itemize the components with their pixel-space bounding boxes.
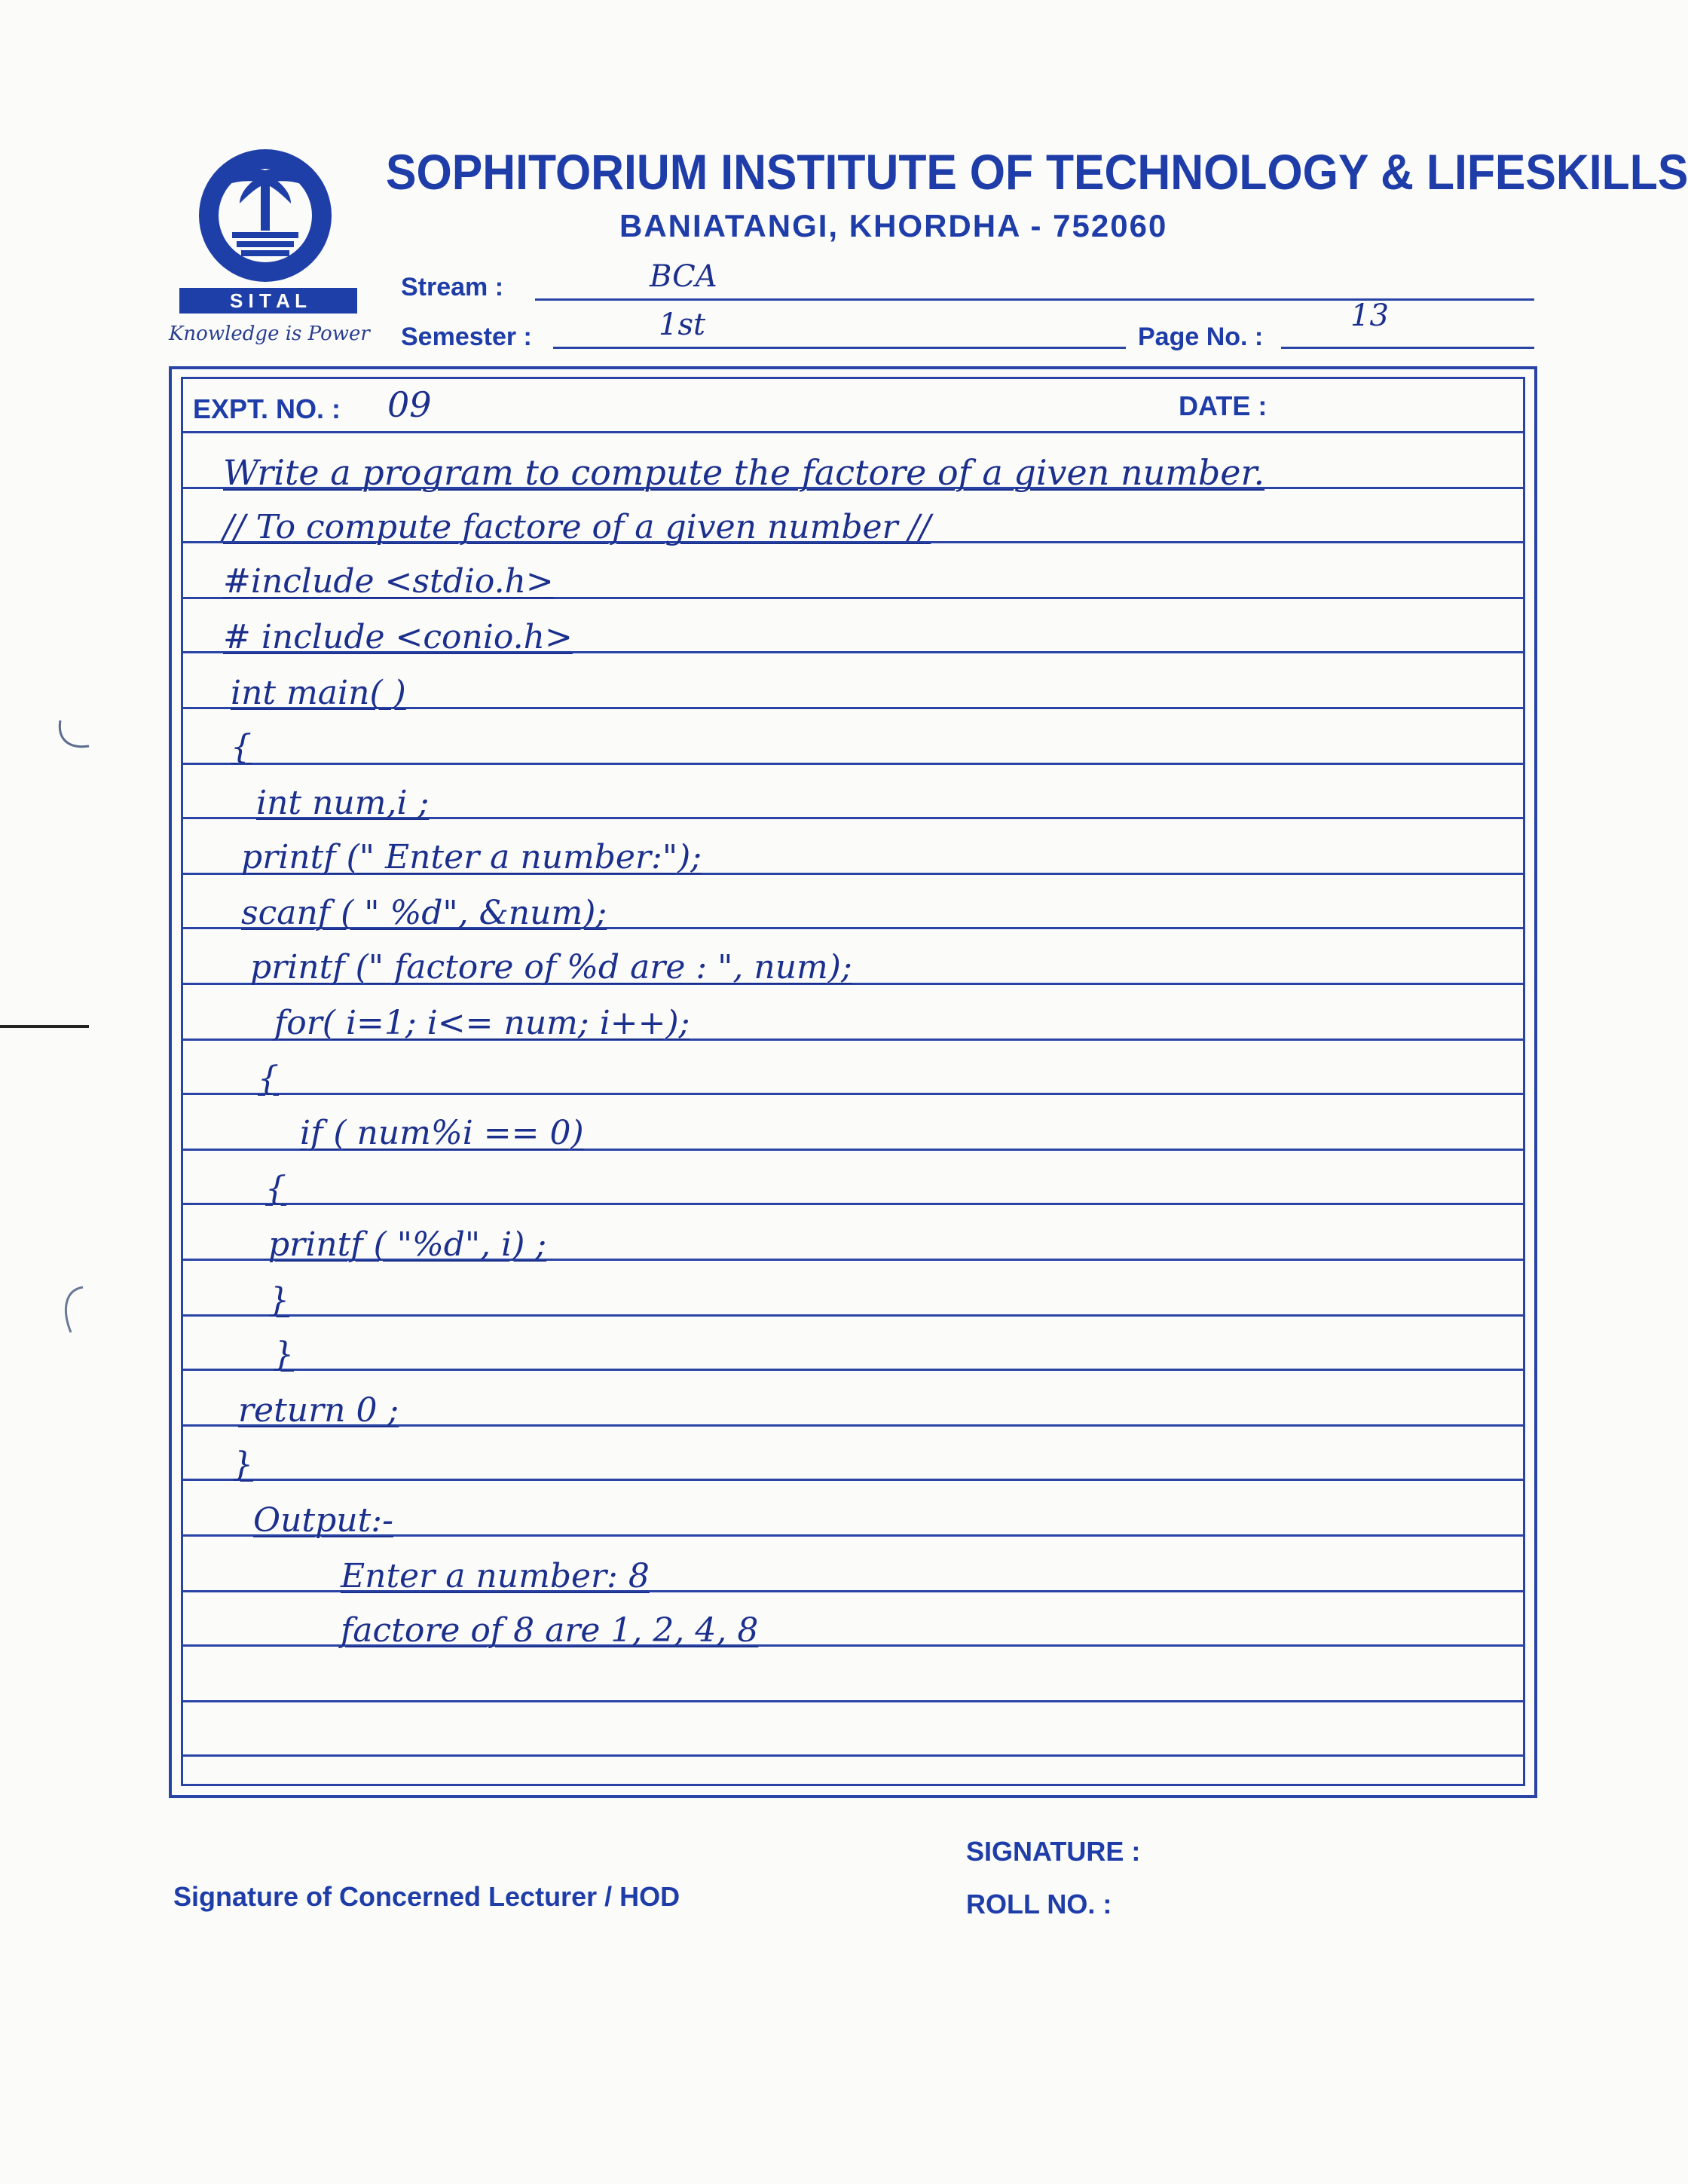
margin-line-mark — [0, 1020, 93, 1032]
institute-logo — [175, 140, 378, 321]
handwritten-line-output-label: Output:- — [253, 1501, 393, 1540]
ruled-line — [182, 431, 1524, 433]
handwritten-line-code: return 0 ; — [238, 1391, 399, 1430]
handwritten-line-code: printf ( "%d", i) ; — [268, 1225, 547, 1264]
page-no-label: Page No. : — [1138, 323, 1264, 351]
ruled-line — [182, 1369, 1524, 1371]
ruled-line — [182, 1754, 1524, 1757]
ruled-line — [182, 1479, 1524, 1481]
stream-label: Stream : — [401, 273, 504, 301]
handwritten-line-code: #include <stdio.h> — [223, 562, 554, 601]
ruled-line — [182, 1203, 1524, 1205]
logo-letters: S I T A L — [229, 289, 307, 312]
handwritten-line-code: printf (" factore of %d are : ", num); — [250, 948, 852, 986]
date-label: DATE : — [1179, 390, 1268, 421]
margin-pen-mark — [45, 716, 98, 761]
handwritten-line-code: for( i=1; i<= num; i++); — [274, 1004, 690, 1042]
handwritten-line-code: { — [265, 1170, 286, 1208]
handwritten-line-code: } — [273, 1335, 294, 1374]
handwritten-line-code: # include <conio.h> — [223, 618, 573, 656]
expt-no-value: 09 — [387, 384, 432, 425]
lecturer-signature-label: Signature of Concerned Lecturer / HOD — [173, 1881, 680, 1912]
handwritten-line-comment: // To compute factore of a given number // — [223, 508, 931, 546]
handwritten-line-code: int main( ) — [231, 674, 406, 712]
ruled-line — [182, 763, 1524, 765]
handwritten-line-code: { — [258, 1060, 279, 1098]
handwritten-line-code: } — [268, 1281, 289, 1320]
ruled-line — [182, 1093, 1524, 1095]
semester-label: Semester : — [401, 323, 532, 351]
page-no-line — [1281, 347, 1534, 349]
handwritten-line-output: Enter a number: 8 — [341, 1557, 650, 1595]
handwritten-line-code: int num,i ; — [256, 784, 430, 822]
semester-line — [553, 347, 1126, 349]
handwritten-line-code: scanf ( " %d", &num); — [241, 894, 607, 932]
ruled-line — [182, 1314, 1524, 1317]
handwritten-line-task: Write a program to compute the factore of a given number. — [223, 452, 1265, 493]
institute-name: SOPHITORIUM INSTITUTE OF TECHNOLOGY & LIFESKILLS — [386, 144, 1688, 200]
institute-motto: Knowledge is Power — [169, 323, 370, 345]
semester-value: 1st — [659, 307, 706, 342]
expt-no-label: EXPT. NO. : — [193, 393, 341, 424]
margin-pen-mark — [45, 1280, 98, 1340]
ruled-line — [182, 1700, 1524, 1702]
handwritten-line-code: } — [232, 1445, 253, 1484]
page-no-value: 13 — [1350, 298, 1389, 333]
handwritten-line-code: { — [231, 728, 252, 766]
institute-address: BANIATANGI, KHORDHA - 752060 — [619, 208, 1168, 243]
signature-label: SIGNATURE : — [966, 1836, 1141, 1867]
handwritten-line-code: if ( num%i == 0) — [300, 1114, 584, 1152]
handwritten-line-code: printf (" Enter a number:"); — [241, 838, 702, 876]
roll-no-label: ROLL NO. : — [966, 1889, 1112, 1919]
handwritten-line-output: factore of 8 are 1, 2, 4, 8 — [341, 1611, 759, 1650]
stream-value: BCA — [650, 259, 717, 294]
